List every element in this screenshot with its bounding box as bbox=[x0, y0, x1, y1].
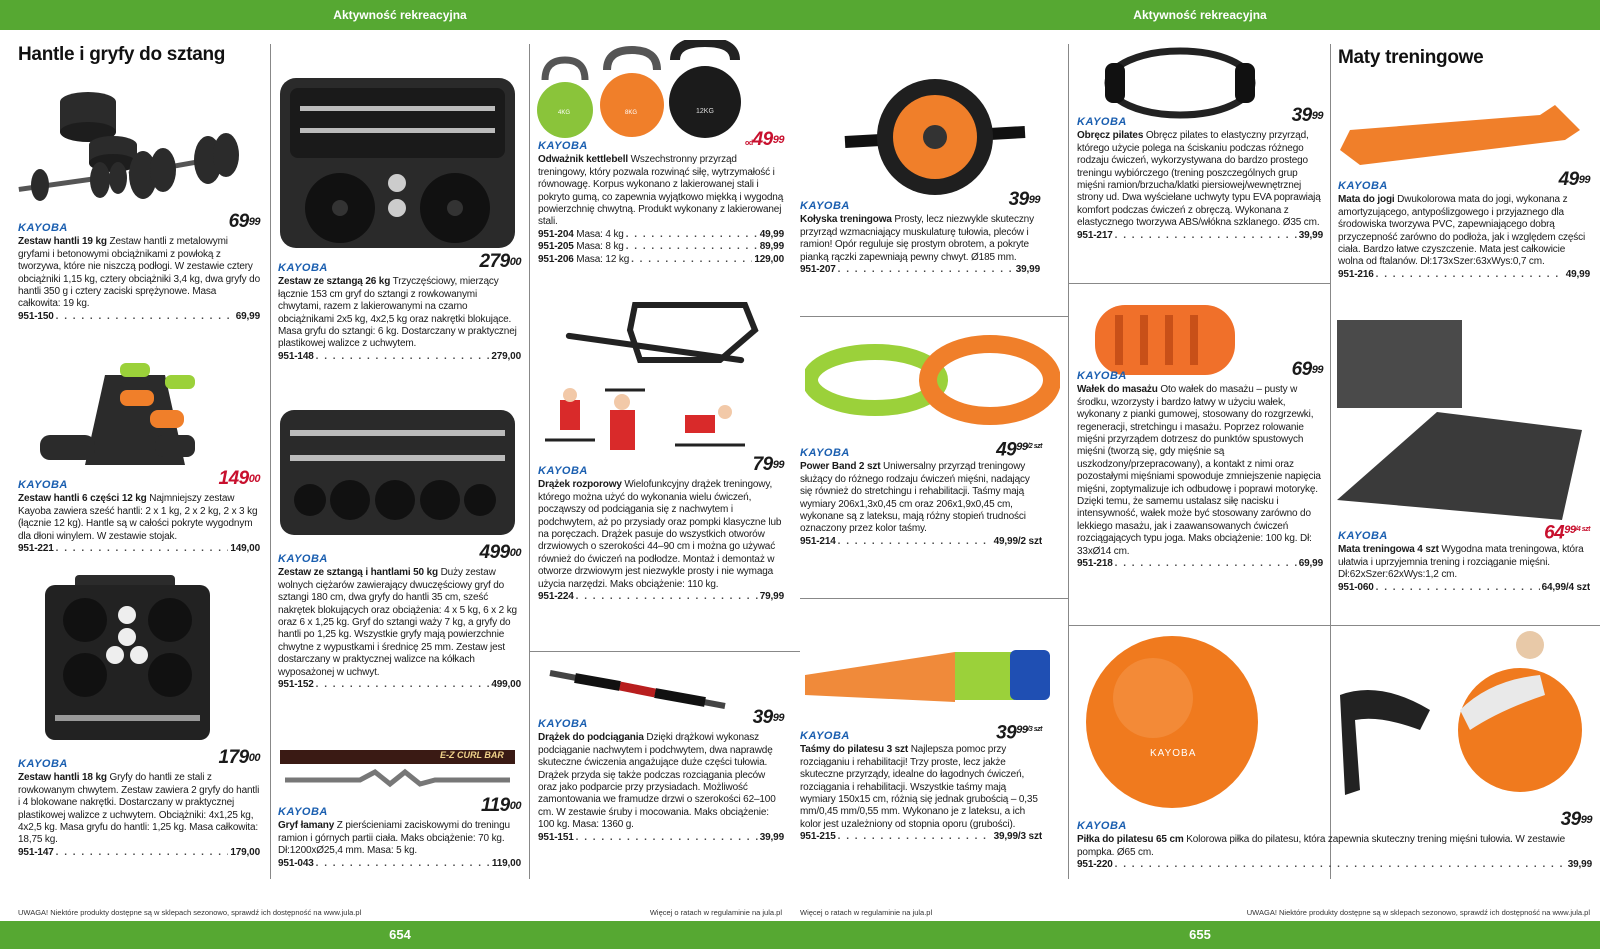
product-description bbox=[538, 154, 784, 228]
price-main: 149 bbox=[218, 468, 249, 489]
brand-logo: KAYOBA bbox=[278, 806, 328, 818]
price-prefix: od bbox=[745, 140, 753, 147]
price-tag bbox=[480, 795, 521, 816]
article-number: 951-152 bbox=[278, 679, 314, 691]
product-text: Dwukolorowa mata do jogi, wykonana z amortyzującego, antypoślizgowego i przyjaznego dla środowiska tworzywa PVC, zapewniającego dobrą przyczepność zarówno do podłoża, jak i względem części ciała. Bardzo łatwe czyszczenie. Mata jest całkowicie wolna od ftalanów. Dł:173xSzer:63xWys:0,7 cm. bbox=[1338, 194, 1586, 268]
article-number: 951-151 bbox=[538, 831, 574, 843]
product-name: Zestaw ze sztangą 26 kg bbox=[278, 276, 391, 288]
product-description bbox=[1077, 834, 1592, 859]
pilates-ring-image bbox=[1100, 45, 1260, 120]
price-cents: 00 bbox=[509, 800, 521, 812]
product-name: Gryf łamany bbox=[278, 820, 335, 832]
brand-logo: KAYOBA bbox=[18, 222, 68, 234]
price-main: 79 bbox=[752, 454, 773, 475]
brand-logo: KAYOBA bbox=[800, 447, 850, 459]
line-price: 129,00 bbox=[754, 253, 784, 265]
product-description bbox=[1338, 544, 1590, 581]
price-line bbox=[1077, 230, 1323, 242]
line-price: 39,99/3 szt bbox=[993, 831, 1042, 843]
line-price: 49,99 bbox=[1565, 268, 1590, 280]
price-main: 49 bbox=[996, 439, 1017, 461]
product-text: Dzięki drążkowi wykonasz podciąganie nachwytem i podchwytem, dwa naprawdę skuteczne ćwiczenia angażujące duże części tułowia. Drążek przyda się także podczas rozciągania pleców oraz jako podparcie przy przysiadach. Możliwość zamontowania we framudze drzwi o szerokości 62–100 cm. W zestawie śruby i mocowania. Maks obciążenie: 100 kg. Masa: 1360 g. bbox=[538, 732, 776, 831]
ball-logo: KAYOBA bbox=[1150, 748, 1197, 759]
product-barbell-set-50kg bbox=[278, 542, 521, 691]
section-title-dumbbells: Hantle i gryfy do sztang bbox=[18, 44, 226, 65]
section-title-mats: Maty treningowe bbox=[1338, 47, 1484, 68]
price-tag bbox=[218, 747, 260, 768]
footnote-installments: Więcej o ratach w regulaminie na jula.pl bbox=[649, 908, 782, 917]
price-tag bbox=[1008, 189, 1040, 210]
price-cents: 99 bbox=[1580, 814, 1592, 826]
price-main: 39 bbox=[996, 722, 1017, 744]
page-number: 654 bbox=[0, 921, 800, 949]
product-description bbox=[18, 772, 260, 846]
price-cents: 99 bbox=[1016, 441, 1028, 453]
article-number: 951-150 bbox=[18, 310, 54, 322]
brand-logo: KAYOBA bbox=[1338, 180, 1388, 192]
product-text: Zestaw hantli z metalowymi gryfami i betonowymi obciążnikami z powłoką z tworzywa, które nie niszczą podłogi. W zestawie cztery obciążniki 1,15 kg, cztery obciążniki 3,4 kg, dwa gryfy do hantli 350 g i cztery zaciski sprężynowe. Masa całkowita: 19 kg. bbox=[18, 236, 260, 310]
article-number: 951-207 bbox=[800, 264, 836, 276]
barbell-case-26kg-image bbox=[280, 68, 515, 253]
price-main: 39 bbox=[1291, 105, 1312, 126]
product-name: Mata do jogi bbox=[1338, 194, 1395, 206]
product-text: Wszechstronny przyrząd treningowy, który pozwala rozwinąć siłę, wytrzymałość i równowagę. Korpus wykonano z lakierowanej stali i pokryto gumą, co zapewnia wyjątkowo miękką i wygodną powierzchnię chwytną. Produkt wykonany z lakierowanej stali. bbox=[538, 154, 784, 228]
pilates-ball-image bbox=[1083, 633, 1261, 811]
product-name: Piłka do pilatesu 65 cm bbox=[1077, 834, 1184, 846]
price-line bbox=[278, 679, 521, 691]
article-number: 951-216 bbox=[1338, 268, 1374, 280]
price-tag bbox=[752, 454, 784, 475]
product-description bbox=[18, 236, 260, 310]
price-main: 69 bbox=[1291, 359, 1312, 380]
price-main: 49 bbox=[1558, 169, 1579, 190]
product-name: Zestaw hantli 6 części 12 kg bbox=[18, 493, 147, 505]
product-text: Prosty, lecz niezwykle skuteczny przyrząd wzmacniający muskulaturę tułowia, pleców i ramion! Opór reguluje się prostym obrotem, a pokryte pianką rączki zapewniają pewny chwyt. Ø185 mm. bbox=[800, 214, 1034, 263]
price-tag bbox=[996, 439, 1042, 461]
product-dumbbell-set-18kg bbox=[18, 747, 260, 859]
product-yoga-mat bbox=[1338, 169, 1590, 281]
line-price: 69,99 bbox=[235, 310, 260, 322]
line-price: 64,99/4 szt bbox=[1541, 581, 1590, 593]
product-door-bar bbox=[538, 454, 784, 603]
product-barbell-set-26kg bbox=[278, 251, 521, 363]
article-number: 951-147 bbox=[18, 846, 54, 858]
product-description bbox=[278, 276, 521, 350]
product-text: Wygodna mata treningowa, która ułatwia i uprzyjemnia trening i rozciąganie mięśni. Dł:62xSzer:62xWys:1,2 cm. bbox=[1338, 544, 1584, 581]
line-price: 149,00 bbox=[230, 543, 260, 555]
product-text: Najmniejszy zestaw Kayoba zawiera sześć hantli: 2 x 1 kg, 2 x 2 kg, 2 x 3 kg (łącznie 12 kg). Hantle są w całości pokryte wygodnym dla dłoni winylem. W zestawie stojak. bbox=[18, 493, 258, 542]
product-ez-curl-bar bbox=[278, 795, 521, 870]
yoga-mat-image bbox=[1340, 105, 1580, 170]
page-number: 655 bbox=[800, 921, 1600, 949]
price-main: 39 bbox=[1008, 189, 1029, 210]
line-price: 79,99 bbox=[759, 591, 784, 603]
article-number: 951-060 bbox=[1338, 581, 1374, 593]
price-main: 39 bbox=[752, 707, 773, 728]
article-number: 951-206 bbox=[538, 253, 574, 265]
door-pull-up-bar-image bbox=[545, 300, 770, 465]
brand-logo: KAYOBA bbox=[1077, 820, 1127, 832]
article-number: 951-217 bbox=[1077, 229, 1113, 241]
price-tag bbox=[228, 211, 260, 232]
pull-up-bar-image bbox=[545, 668, 735, 713]
price-cents: 00 bbox=[248, 752, 260, 764]
product-description bbox=[18, 493, 260, 543]
product-description bbox=[1077, 384, 1323, 558]
product-dumbbell-set-12kg bbox=[18, 468, 260, 555]
section-header: Aktywność rekreacyjna bbox=[800, 0, 1600, 30]
foam-roller-image bbox=[1085, 300, 1245, 380]
woman-on-ball-image bbox=[1340, 620, 1590, 810]
product-name: Drążek do podciągania bbox=[538, 732, 644, 744]
brand-logo: KAYOBA bbox=[538, 718, 588, 730]
line-price: 39,99 bbox=[1015, 264, 1040, 276]
price-cents: 99 bbox=[772, 712, 784, 724]
price-line bbox=[538, 229, 784, 241]
price-cents: 00 bbox=[509, 256, 521, 268]
product-text: Kolorowa piłka do pilatesu, która zapewnia skuteczny trening mięśni tułowia. W zestawie pompka. Ø65 cm. bbox=[1077, 834, 1566, 858]
price-unit: /4 szt bbox=[1575, 526, 1590, 533]
product-description bbox=[800, 461, 1042, 535]
article-number: 951-205 bbox=[538, 241, 574, 253]
product-power-band bbox=[800, 439, 1042, 548]
brand-logo: KAYOBA bbox=[18, 479, 68, 491]
price-line bbox=[538, 832, 784, 844]
product-description bbox=[538, 732, 784, 831]
price-cents: 99 bbox=[1564, 524, 1576, 536]
footnote-availability: UWAGA! Niektóre produkty dostępne są w sklepach sezonowo, sprawdź ich dostępność na www.jula.pl bbox=[1246, 908, 1590, 917]
article-number: 951-214 bbox=[800, 535, 836, 547]
product-name: Mata treningowa 4 szt bbox=[1338, 544, 1439, 556]
price-tag bbox=[1558, 169, 1590, 190]
kettlebell-label-12kg: 12KG bbox=[696, 108, 714, 115]
article-number: 951-148 bbox=[278, 350, 314, 362]
product-name: Zestaw hantli 18 kg bbox=[18, 772, 107, 784]
price-tag bbox=[479, 251, 521, 272]
product-text: Duży zestaw wolnych ciężarów zawierający dwuczęściowy gryf do sztangi 180 cm, dwa gryfy do hantli 35 cm, sześć nakrętek blokujących oraz obciążenia: 4 x 5 kg, 6 x 2 kg oraz 6 x 1,25 kg. Gryf do sztangi waży 7 kg, a gryfy do hantli po 1,25 kg. Wszystkie gryfy mają powierzchnie chwytne z wypustkami i średnicę 25 mm. Zestaw jest dostarczany w praktycznej walizce na kółkach wyposażonej w uchwyt. bbox=[278, 567, 517, 678]
product-ab-roller bbox=[800, 189, 1040, 276]
price-line bbox=[1338, 269, 1590, 281]
line-price: 69,99 bbox=[1298, 558, 1323, 570]
line-price: 89,99 bbox=[759, 241, 784, 253]
product-description bbox=[1338, 194, 1590, 268]
price-main: 64 bbox=[1544, 522, 1565, 544]
product-text: Uniwersalny przyrząd treningowy służący do różnego rodzaju ćwiczeń mięśni, nadający się również do stretchingu i rehabilitacji. Taśmy mają wymiary 206x1,3x0,45 cm oraz 206x1,9x0,45 cm, wykonane są z lateksu, mają różny stopień trudności oznaczony przez kolor taśmy. bbox=[800, 461, 1030, 535]
price-line bbox=[1077, 558, 1323, 570]
product-text: Z pierścieniami zaciskowymi do treningu ramion i górnych partii ciała. Maks obciążenie: 70 kg. Dł:1200xØ25,4 mm. Masa: 5 kg. bbox=[278, 820, 510, 857]
price-line bbox=[1077, 859, 1592, 871]
article-number: 951-221 bbox=[18, 543, 54, 555]
product-name: Obręcz pilates bbox=[1077, 130, 1144, 142]
price-line bbox=[538, 591, 784, 603]
price-cents: 99 bbox=[1016, 724, 1028, 736]
product-text: Trzyczęściowy, mierzący łącznie 153 cm gryf do sztangi z rowkowanymi chwytami, razem z lakierowanymi na czarno obciążnikami 2x5 kg, 4x2,5 kg oraz nakrętki blokujące. Masa gryfu do sztangi: 6 kg. Dostarczany w praktycznej plastikowej walizce z uchwytem. bbox=[278, 276, 517, 350]
brand-logo: KAYOBA bbox=[18, 758, 68, 770]
brand-logo: KAYOBA bbox=[1077, 370, 1127, 382]
curl-bar-label: E-Z CURL BAR bbox=[440, 750, 504, 760]
price-tag bbox=[1560, 809, 1592, 830]
brand-logo: KAYOBA bbox=[538, 465, 588, 477]
price-cents: 99 bbox=[1311, 110, 1323, 122]
brand-logo: KAYOBA bbox=[278, 553, 328, 565]
training-mats-image bbox=[1337, 320, 1582, 520]
footnote-availability: UWAGA! Niektóre produkty dostępne są w sklepach sezonowo, sprawdź ich dostępność na www.jula.pl bbox=[18, 908, 362, 917]
price-line bbox=[18, 311, 260, 323]
product-pilates-ring bbox=[1077, 105, 1323, 242]
price-cents: 99 bbox=[1311, 364, 1323, 376]
variant-label: Masa: 8 kg bbox=[576, 241, 624, 253]
price-tag bbox=[1291, 359, 1323, 380]
price-cents: 99 bbox=[1028, 194, 1040, 206]
price-main: 279 bbox=[479, 251, 510, 272]
price-line bbox=[278, 858, 521, 870]
product-description bbox=[278, 567, 521, 679]
section-header: Aktywność rekreacyjna bbox=[0, 0, 800, 30]
product-kettlebell bbox=[538, 129, 784, 266]
price-line bbox=[800, 264, 1040, 276]
article-number: 951-224 bbox=[538, 591, 574, 603]
price-cents: 00 bbox=[509, 547, 521, 559]
kettlebell-label-4kg: 4KG bbox=[558, 110, 571, 116]
line-price: 119,00 bbox=[491, 857, 521, 869]
brand-logo: KAYOBA bbox=[800, 730, 850, 742]
product-name: Drążek rozporowy bbox=[538, 479, 622, 491]
product-description bbox=[278, 820, 521, 857]
article-number: 951-215 bbox=[800, 831, 836, 843]
price-cents: 99 bbox=[1578, 174, 1590, 186]
line-price: 39,99 bbox=[759, 831, 784, 843]
ab-roller-image bbox=[840, 72, 1030, 202]
price-tag bbox=[218, 468, 260, 489]
price-cents: 99 bbox=[248, 216, 260, 228]
product-pilates-bands bbox=[800, 722, 1042, 844]
brand-logo: KAYOBA bbox=[278, 262, 328, 274]
product-training-mats bbox=[1338, 522, 1590, 594]
price-main: 499 bbox=[479, 542, 510, 563]
dumbbell-set-19kg-image bbox=[18, 80, 250, 220]
article-number: 951-220 bbox=[1077, 859, 1113, 871]
price-tag bbox=[996, 722, 1042, 744]
product-text: Gryfy do hantli ze stali z rowkowanym chwytem. Zestaw zawiera 2 gryfy do hantli i 4 blokowane nakrętki. Dostarczany w praktycznej plastikowej walizce z uchwytem. Obciążniki: 4x1,25 kg, 4x2,5 kg. Masa gryfu do hantli: 1,25 kg. Masa całkowita: 18,75 kg. bbox=[18, 772, 260, 846]
brand-logo: KAYOBA bbox=[800, 200, 850, 212]
price-main: 49 bbox=[752, 129, 773, 150]
variant-label: Masa: 12 kg bbox=[576, 253, 630, 265]
price-line bbox=[1338, 582, 1590, 594]
price-tag bbox=[1291, 105, 1323, 126]
brand-logo: KAYOBA bbox=[1077, 116, 1127, 128]
article-number: 951-204 bbox=[538, 228, 574, 240]
price-cents: 00 bbox=[248, 473, 260, 485]
price-tag bbox=[745, 129, 784, 150]
price-main: 69 bbox=[228, 211, 249, 232]
dumbbell-rack-image bbox=[35, 355, 235, 475]
product-dumbbell-set-19kg bbox=[18, 211, 260, 323]
price-line bbox=[278, 351, 521, 363]
product-text: Najlepsza pomoc przy rozciąganiu i rehabilitacji! Trzy proste, lecz jakże skuteczne przyrządy, idealne do łagodnych ćwiczeń, rozciągania i rehabilitacji. Wszystkie taśmy mają wymiary 150x15 cm, różnią się jednak grubością – 0,35 mm/0,45 mm/0,55 mm. Wykonano je z lateksu, a ich kolor jest uzależniony od stopnia oporu (grubości). bbox=[800, 744, 1038, 830]
line-price: 49,99/2 szt bbox=[993, 535, 1042, 547]
product-text: Oto wałek do masażu – pusty w środku, wzorzysty i bardzo łatwy w użyciu wałek, wykonany z pianki gumowej, stosowany do rozgrzewki, regeneracji, stretchingu i masażu. Poprzez rolowanie mięśni przyrządem dotrzesz do punktów spustowych mięśni (tworzą się, gdy mięśnie są uszkodzony/przepracowany), a kontakt z nimi oraz pozostałymi mięśniami spowoduje zmniejszenie napięcia mięśni, zoptymalizuje ich odbudowę i poprawi motorykę. Dzięki temu, że samemu ustalasz siłę nacisku i intensywność, wałek może być stosowany zarówno do lekkiego masażu, jak i zaawansowanych ćwiczeń rozciągających typu joga. Maks obciążenie: 100 kg. Dł: 33xØ14 cm. bbox=[1077, 384, 1321, 557]
kettlebell-image bbox=[535, 40, 755, 140]
price-line bbox=[538, 254, 784, 266]
product-name: Power Band 2 szt bbox=[800, 461, 881, 473]
price-tag bbox=[479, 542, 521, 563]
product-description bbox=[1077, 130, 1323, 229]
line-price: 49,99 bbox=[759, 228, 784, 240]
power-bands-image bbox=[805, 330, 1060, 430]
price-line bbox=[18, 847, 260, 859]
line-price: 179,00 bbox=[230, 846, 260, 858]
product-text: Obręcz pilates to elastyczny przyrząd, którego użycie polega na ściskaniu podczas różnego rodzaju ćwiczeń, wykorzystywana do bardzo prostego treningu wybiórczego (trening poszczególnych grup mięśni ramion/brzucha/klatki piersiowej/wewnętrznej strony ud. Dwa wyściełane uchwyty typu EVA poprawiają komfort podczas ćwiczeń z obręczą. Wykonana z elastycznego tworzywa ABS/włókna szklanego. Ø35 cm. bbox=[1077, 130, 1321, 229]
price-tag bbox=[1544, 522, 1590, 544]
barbell-dumbbell-set-50kg-image bbox=[280, 410, 515, 540]
price-unit: /2 szt bbox=[1027, 443, 1042, 450]
price-line bbox=[18, 543, 260, 555]
line-price: 499,00 bbox=[491, 679, 521, 691]
product-name: Taśmy do pilatesu 3 szt bbox=[800, 744, 909, 756]
product-foam-roller bbox=[1077, 359, 1323, 571]
product-name: Odważnik kettlebell bbox=[538, 154, 628, 166]
dumbbell-case-18kg-image bbox=[45, 575, 210, 745]
product-pilates-ball bbox=[1077, 809, 1592, 872]
product-description bbox=[800, 744, 1042, 831]
price-cents: 99 bbox=[772, 459, 784, 471]
brand-logo: KAYOBA bbox=[1338, 530, 1388, 542]
product-name: Wałek do masażu bbox=[1077, 384, 1158, 396]
footnote-installments: Więcej o ratach w regulaminie na jula.pl bbox=[800, 908, 933, 917]
kettlebell-label-8kg: 8KG bbox=[625, 110, 638, 116]
line-price: 39,99 bbox=[1567, 859, 1592, 871]
product-name: Zestaw ze sztangą i hantlami 50 kg bbox=[278, 567, 438, 579]
price-tag bbox=[752, 707, 784, 728]
price-main: 119 bbox=[480, 795, 510, 816]
price-unit: /3 szt bbox=[1027, 726, 1042, 733]
article-number: 951-043 bbox=[278, 857, 314, 869]
product-pull-up-bar bbox=[538, 707, 784, 844]
price-main: 179 bbox=[218, 747, 249, 768]
price-line bbox=[800, 831, 1042, 843]
product-description bbox=[538, 479, 784, 591]
product-name: Zestaw hantli 19 kg bbox=[18, 236, 107, 248]
price-cents: 99 bbox=[772, 134, 784, 146]
page-right bbox=[800, 0, 1600, 949]
product-name: Kołyska treningowa bbox=[800, 214, 892, 226]
price-line bbox=[538, 241, 784, 253]
article-number: 951-218 bbox=[1077, 558, 1113, 570]
pilates-bands-image bbox=[805, 640, 1055, 710]
line-price: 39,99 bbox=[1298, 229, 1323, 241]
brand-logo: KAYOBA bbox=[538, 140, 588, 152]
product-description bbox=[800, 214, 1040, 264]
product-text: Wielofunkcyjny drążek treningowy, którego można użyć do wykonania wielu ćwiczeń, począwszy od podciągania się z nachwytem i podchwytem, aż po przysiady oraz pompki klasyczne lub na poręczach. Drążek pasuje do wszystkich otworów drzwiowych o szerokości 44–90 cm i można go używać również do ćwiczeń na podłodze. Montaż i demontaż w otworze drzwiowym jest niezwykle prosty i nie wymaga użycia narzędzi. Maks obciążenie: 110 kg. bbox=[538, 479, 782, 590]
price-main: 39 bbox=[1560, 809, 1581, 830]
price-line bbox=[800, 536, 1042, 548]
variant-label: Masa: 4 kg bbox=[576, 228, 624, 240]
line-price: 279,00 bbox=[491, 350, 521, 362]
